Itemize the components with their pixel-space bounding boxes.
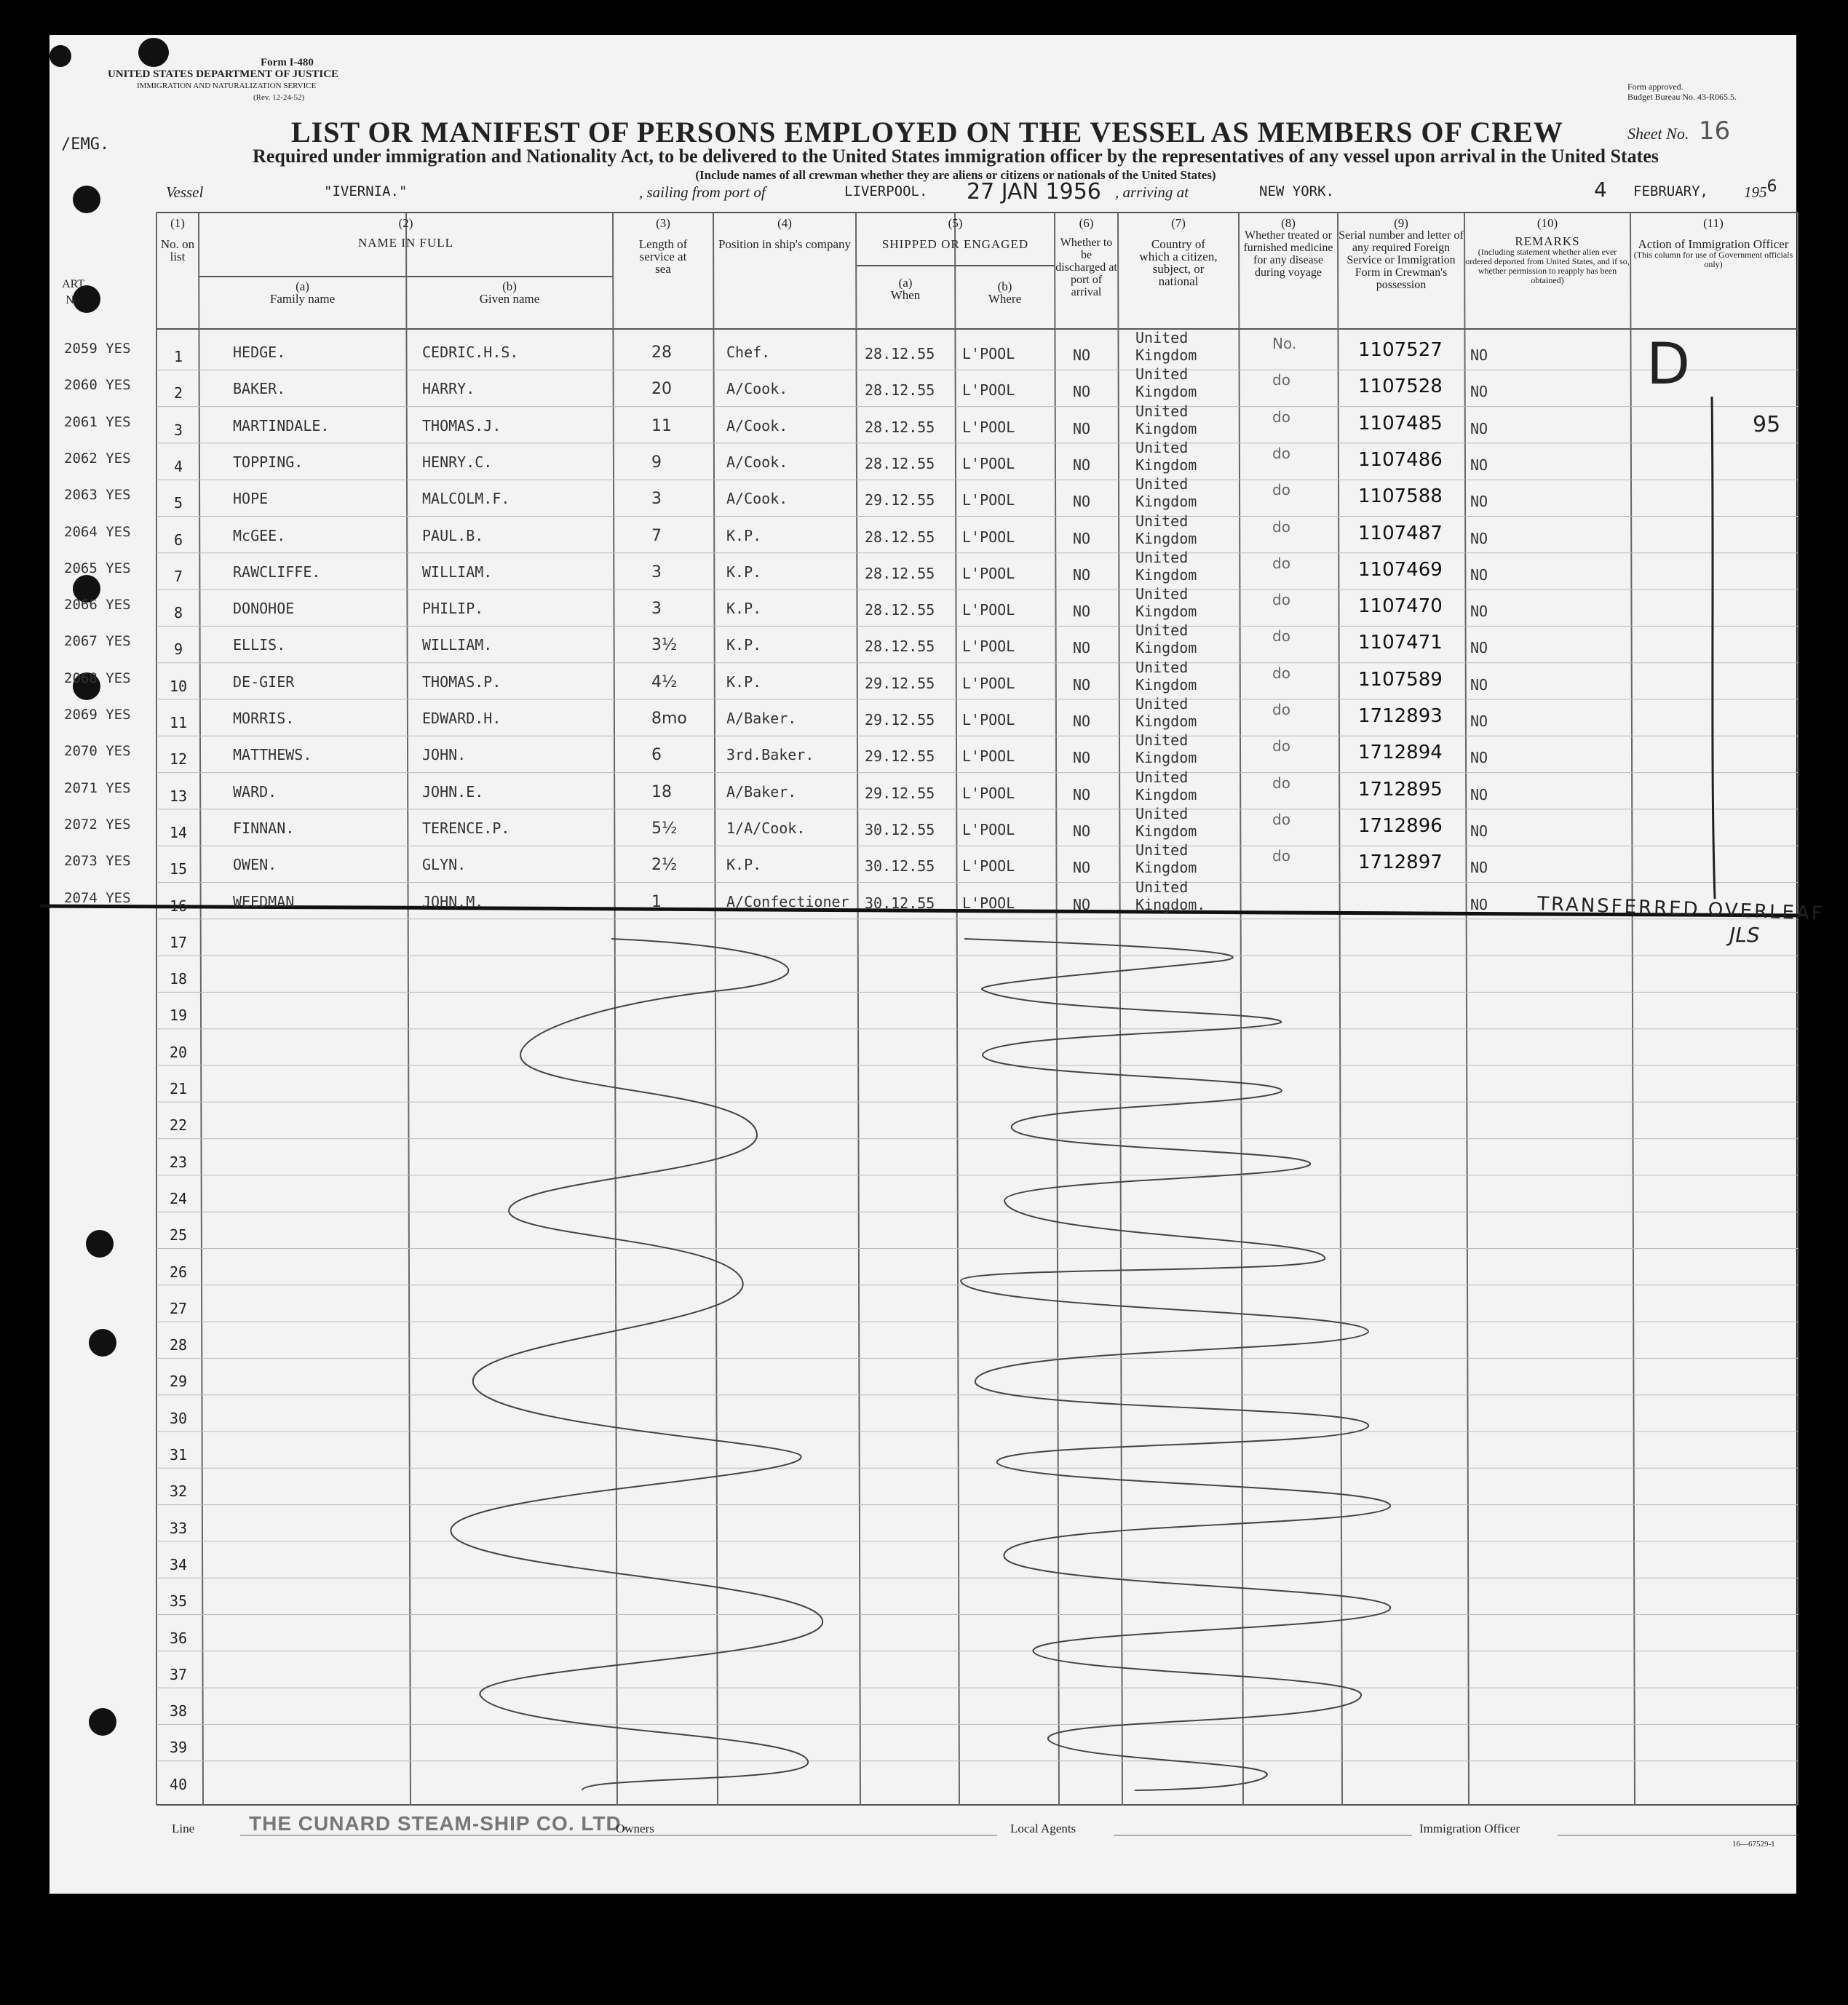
position: Chef. — [726, 344, 771, 361]
medicine: do — [1272, 517, 1290, 536]
service-length: 1 — [651, 892, 662, 911]
col10-header: (10) REMARKS (Including statement whether alien ever ordered deported from United States, and if so, whether permission to reapply has been obtained) — [1465, 216, 1630, 285]
country: United Kingdom — [1135, 329, 1197, 364]
budget-bureau: Budget Bureau No. 43-R065.5. — [1627, 92, 1737, 102]
remarks: NO — [1470, 859, 1488, 877]
medicine: do — [1272, 664, 1290, 682]
given-name: EDWARD.H. — [422, 710, 501, 727]
discharged: NO — [1073, 493, 1091, 511]
remarks: NO — [1470, 895, 1488, 913]
medicine: do — [1272, 847, 1290, 865]
row-number: 16 — [169, 897, 188, 915]
family-name: RAWCLIFFE. — [233, 563, 321, 581]
art-number: 2066 YES — [64, 597, 131, 614]
discharged: NO — [1073, 419, 1091, 437]
serial-number: 1712894 — [1358, 742, 1443, 764]
discharged: NO — [1073, 383, 1091, 401]
given-name: JOHN.E. — [422, 782, 484, 801]
position: A/Confectioner — [726, 892, 849, 910]
row-number: 35 — [169, 1592, 188, 1611]
family-name: MATTHEWS. — [233, 746, 312, 764]
country: United Kingdom — [1135, 585, 1197, 621]
serial-number: 1712897 — [1358, 851, 1443, 874]
subtitle-note: (Include names of all crewman whether they are aliens or citizens or nationals of the United States) — [695, 168, 1216, 182]
discharged: NO — [1073, 749, 1091, 767]
art-number: 2062 YES — [64, 450, 131, 466]
given-name: WILLIAM. — [422, 636, 493, 654]
row-number: 32 — [169, 1482, 188, 1501]
discharged: NO — [1073, 529, 1091, 547]
art-number: 2074 YES — [64, 889, 131, 906]
row-number: 5 — [173, 494, 183, 512]
shipped-where: L'POOL — [962, 528, 1015, 546]
serial-number: 1107589 — [1358, 668, 1443, 691]
position: K.P. — [726, 600, 762, 618]
medicine: do — [1272, 444, 1290, 462]
family-name: TOPPING. — [233, 453, 304, 471]
service-length: 2½ — [651, 856, 678, 875]
row-number: 37 — [169, 1665, 188, 1683]
shipped-where: L'POOL — [962, 894, 1015, 912]
art-number: 2070 YES — [64, 743, 131, 760]
sheet-value: 16 — [1698, 116, 1731, 146]
serial-number: 1107469 — [1358, 558, 1443, 581]
col6-header: (6) Whether to be discharged at port of arrival — [1055, 216, 1117, 298]
country: United Kingdom — [1135, 512, 1197, 547]
position: A/Cook. — [726, 416, 788, 434]
row-number: 19 — [169, 1007, 188, 1025]
shipped-when: 28.12.55 — [865, 528, 935, 546]
shipped-where: L'POOL — [962, 747, 1015, 766]
row-number: 24 — [169, 1189, 188, 1207]
discharged: NO — [1073, 712, 1091, 730]
row-number: 18 — [169, 970, 188, 988]
medicine: do — [1272, 591, 1290, 609]
row-number: 25 — [169, 1226, 188, 1244]
country: United Kingdom — [1135, 695, 1197, 730]
service-length: 3½ — [651, 636, 678, 655]
discharged: NO — [1073, 456, 1091, 474]
discharged: NO — [1073, 675, 1091, 694]
position: A/Cook. — [726, 490, 788, 508]
arrival-day: 4 — [1594, 178, 1607, 202]
art-number: 2072 YES — [64, 816, 131, 833]
position: A/Baker. — [726, 782, 797, 801]
service-length: 20 — [651, 380, 672, 399]
discharged: NO — [1073, 565, 1091, 584]
row-number: 39 — [169, 1739, 188, 1757]
col2-header: (2) NAME IN FULL — [358, 216, 453, 250]
position: K.P. — [726, 526, 762, 544]
officer-initials: JLS — [1729, 923, 1760, 947]
country: United Kingdom — [1135, 658, 1197, 694]
col11-header: (11) Action of Immigration Officer (This column for use of Government officials only) — [1633, 216, 1793, 269]
service-length: 3 — [651, 490, 662, 509]
art-number: 2069 YES — [64, 707, 131, 723]
serial-number: 1107487 — [1358, 522, 1443, 544]
position: K.P. — [726, 856, 762, 874]
company-stamp: THE CUNARD STEAM-SHIP CO. LTD. — [249, 1812, 628, 1835]
col5-header: (5) SHIPPED OR ENGAGED — [881, 216, 1029, 251]
remarks: NO — [1470, 785, 1488, 803]
arrival-month: FEBRUARY, — [1633, 183, 1708, 199]
sheet-label: Sheet No. — [1627, 124, 1689, 143]
year-suffix: 6 — [1766, 178, 1777, 196]
remarks: NO — [1470, 565, 1488, 584]
department: UNITED STATES DEPARTMENT OF JUSTICE — [108, 68, 339, 80]
row-number: 2 — [173, 384, 183, 402]
medicine: No. — [1272, 335, 1297, 352]
medicine: do — [1272, 481, 1290, 499]
shipped-when: 30.12.55 — [865, 894, 935, 912]
medicine: do — [1272, 554, 1290, 572]
arrival-port: NEW YORK. — [1259, 183, 1334, 199]
medicine: do — [1272, 408, 1290, 426]
country: United Kingdom — [1135, 475, 1197, 511]
given-name: HARRY. — [422, 380, 475, 398]
col5b-header: (b) Where — [988, 279, 1022, 306]
family-name: BAKER. — [233, 380, 286, 398]
medicine: do — [1272, 737, 1290, 755]
shipped-where: L'POOL — [962, 784, 1015, 802]
shipped-where: L'POOL — [962, 345, 1015, 362]
discharged: NO — [1073, 822, 1091, 840]
remarks: NO — [1470, 822, 1488, 840]
country: United Kingdom — [1135, 804, 1197, 840]
country: United Kingdom — [1135, 402, 1197, 437]
row-number: 27 — [169, 1299, 188, 1317]
transferred-overleaf-note: TRANSFERRED OVERLEAF — [1536, 893, 1825, 925]
shipped-where: L'POOL — [962, 381, 1015, 400]
col7-header: (7) Country of which a citizen, subject, or national — [1139, 216, 1218, 288]
count-annotation: 95 — [1753, 412, 1781, 437]
shipped-where: L'POOL — [962, 601, 1015, 619]
shipped-where: L'POOL — [962, 564, 1015, 582]
art-number: 2067 YES — [64, 633, 131, 650]
service-length: 3 — [651, 600, 662, 619]
shipped-where: L'POOL — [962, 820, 1015, 838]
emg-mark: /EMG. — [61, 135, 110, 154]
shipped-when: 28.12.55 — [865, 454, 935, 472]
art-number: 2060 YES — [64, 377, 131, 394]
shipped-when: 30.12.55 — [865, 820, 935, 838]
remarks: NO — [1470, 346, 1488, 364]
print-code: 16—67529-1 — [1732, 1840, 1775, 1849]
given-name: HENRY.C. — [422, 453, 493, 471]
shipped-when: 29.12.55 — [865, 711, 935, 728]
row-number: 14 — [169, 823, 188, 841]
row-number: 11 — [169, 714, 188, 731]
country: United Kingdom — [1135, 731, 1197, 767]
country: United Kingdom — [1135, 768, 1197, 803]
shipped-when: 28.12.55 — [865, 345, 935, 362]
discharged: NO — [1073, 895, 1091, 913]
serial-number: 1107470 — [1358, 595, 1443, 618]
date-stamp: 27 JAN 1956 — [967, 179, 1101, 205]
scribble-cancel-right — [961, 939, 1390, 1790]
discharged: NO — [1073, 859, 1091, 877]
given-name: TERENCE.P. — [422, 819, 510, 837]
art-number: 2071 YES — [64, 779, 131, 796]
row-number: 20 — [169, 1043, 188, 1061]
serial-number: 1712895 — [1358, 778, 1443, 801]
art-number: 2061 YES — [64, 413, 131, 430]
given-name: PHILIP. — [422, 600, 484, 618]
shipped-when: 30.12.55 — [865, 857, 935, 876]
family-name: DONOHOE — [233, 600, 295, 618]
position: A/Cook. — [726, 380, 788, 398]
shipped-when: 29.12.55 — [865, 747, 935, 766]
shipped-when: 28.12.55 — [865, 564, 935, 582]
service-length: 3 — [651, 563, 662, 581]
remarks: NO — [1470, 675, 1488, 694]
footer-immigration-officer: Immigration Officer — [1419, 1822, 1520, 1835]
art-number: 2065 YES — [64, 560, 131, 576]
family-name: OWEN. — [233, 856, 277, 874]
service-length: 5½ — [651, 819, 678, 838]
row-number: 33 — [169, 1519, 188, 1537]
row-number: 28 — [169, 1336, 188, 1354]
country: United Kingdom — [1135, 438, 1197, 474]
remarks: NO — [1470, 529, 1488, 547]
remarks: NO — [1470, 639, 1488, 657]
sailing-port: LIVERPOOL. — [844, 183, 928, 199]
revision: (Rev. 12-24-52) — [253, 93, 305, 102]
family-name: WARD. — [233, 782, 277, 801]
row-number: 3 — [173, 421, 183, 439]
country: United Kingdom — [1135, 365, 1197, 401]
remarks: NO — [1470, 603, 1488, 621]
row-number: 1 — [173, 348, 183, 365]
given-name: THOMAS.J. — [422, 416, 501, 434]
family-name: McGEE. — [233, 526, 286, 544]
col2a-header: (a) Family name — [269, 279, 336, 306]
officer-bracket-line — [1712, 397, 1715, 899]
shipped-when: 28.12.55 — [865, 601, 935, 619]
position: A/Baker. — [726, 710, 797, 727]
country: United Kingdom — [1135, 622, 1197, 657]
row-number: 8 — [173, 604, 183, 622]
given-name: JOHN.M. — [422, 892, 484, 910]
shipped-where: L'POOL — [962, 674, 1015, 692]
service-length: 4½ — [651, 672, 678, 691]
shipped-where: L'POOL — [962, 711, 1015, 728]
footer-line-label: Line — [172, 1822, 195, 1835]
row-number: 31 — [169, 1446, 188, 1464]
country: United Kingdom — [1135, 548, 1197, 584]
family-name: DE-GIER — [233, 672, 295, 691]
service-length: 18 — [651, 782, 672, 801]
shipped-when: 28.12.55 — [865, 381, 935, 400]
country: United Kingdom. — [1135, 878, 1206, 913]
shipped-where: L'POOL — [962, 857, 1015, 876]
form-number: Form I-480 — [261, 57, 314, 68]
page-title: LIST OR MANIFEST OF PERSONS EMPLOYED ON THE VESSEL AS MEMBERS OF CREW — [291, 116, 1563, 148]
row-number: 29 — [169, 1373, 188, 1391]
given-name: PAUL.B. — [422, 526, 484, 544]
col2b-header: (b) Given name — [479, 279, 540, 306]
col8-header: (8) Whether treated or furnished medicine for any disease during voyage — [1243, 216, 1333, 279]
art-number: 2068 YES — [64, 670, 131, 686]
art-number: 2064 YES — [64, 523, 131, 540]
row-number: 10 — [169, 677, 188, 695]
medicine: do — [1272, 627, 1290, 646]
discharged: NO — [1073, 346, 1091, 364]
scribble-cancel-left — [451, 939, 822, 1790]
service-length: 7 — [651, 526, 662, 545]
given-name: GLYN. — [422, 856, 467, 874]
discharged: NO — [1073, 785, 1091, 803]
vessel-label: Vessel — [166, 183, 204, 201]
position: K.P. — [726, 563, 762, 581]
row-number: 40 — [169, 1775, 188, 1793]
art-number: 2059 YES — [64, 341, 131, 357]
shipped-where: L'POOL — [962, 418, 1015, 436]
service-length: 9 — [651, 453, 662, 472]
col4-header: (4) Position in ship's company — [718, 216, 852, 251]
row-number: 38 — [169, 1702, 188, 1720]
art-number: 2063 YES — [64, 487, 131, 504]
col1-header: (1) No. on list — [160, 216, 195, 263]
remarks: NO — [1470, 493, 1488, 511]
service-length: 28 — [651, 344, 672, 362]
shipped-where: L'POOL — [962, 491, 1015, 509]
discharged: NO — [1073, 603, 1091, 621]
row-number: 34 — [169, 1555, 188, 1573]
family-name: MARTINDALE. — [233, 416, 330, 434]
row-number: 9 — [173, 640, 183, 659]
approval: Form approved. — [1627, 82, 1684, 92]
given-name: THOMAS.P. — [422, 672, 501, 691]
row-number: 12 — [169, 750, 188, 769]
given-name: JOHN. — [422, 746, 467, 764]
row-number: 4 — [173, 457, 183, 475]
discharged: NO — [1073, 639, 1091, 657]
year-prefix: 195 — [1744, 183, 1767, 201]
shipped-when: 29.12.55 — [865, 491, 935, 509]
serial-number: 1107588 — [1358, 485, 1443, 508]
serial-number: 1107471 — [1358, 632, 1443, 654]
medicine: do — [1272, 810, 1290, 828]
row-number: 30 — [169, 1409, 188, 1427]
arriving-label: , arriving at — [1115, 183, 1189, 201]
serial-number: 1107527 — [1358, 339, 1443, 361]
shipped-when: 28.12.55 — [865, 638, 935, 656]
col9-header: (9) Serial number and letter of any required Foreign Service or Immigration Form in Crewman's possession — [1339, 216, 1464, 291]
shipped-when: 28.12.55 — [865, 418, 935, 436]
service-length: 11 — [651, 416, 672, 435]
family-name: FINNAN. — [233, 819, 295, 837]
footer-local-agents: Local Agents — [1010, 1822, 1076, 1835]
col3-header: (3) Length of service at sea — [638, 216, 688, 276]
medicine: do — [1272, 774, 1290, 792]
medicine: do — [1272, 701, 1290, 718]
remarks: NO — [1470, 456, 1488, 474]
serial-number: 1107486 — [1358, 448, 1443, 471]
subtitle: Required under immigration and Nationality Act, to be delivered to the United States immigration officer by the representatives of any vessel upon arrival in the United States — [253, 146, 1659, 167]
footer-owners: Owners — [616, 1822, 654, 1835]
shipped-where: L'POOL — [962, 638, 1015, 656]
vessel-name: "IVERNIA." — [324, 183, 408, 199]
row-number: 23 — [169, 1153, 188, 1171]
family-name: ELLIS. — [233, 636, 286, 654]
serial-number: 1107528 — [1358, 376, 1443, 398]
remarks: NO — [1470, 712, 1488, 730]
row-number: 13 — [169, 787, 188, 805]
row-number: 26 — [169, 1263, 188, 1281]
col5a-header: (a) When — [890, 276, 921, 302]
given-name: WILLIAM. — [422, 563, 493, 581]
row-number: 6 — [173, 531, 183, 549]
row-number: 36 — [169, 1629, 188, 1647]
position: 3rd.Baker. — [726, 746, 814, 764]
art-label: ART. No. — [62, 278, 87, 306]
given-name: MALCOLM.F. — [422, 490, 510, 508]
remarks: NO — [1470, 419, 1488, 437]
shipped-when: 29.12.55 — [865, 674, 935, 692]
family-name: HOPE — [233, 490, 269, 508]
service-length: 8mo — [651, 710, 687, 728]
sailing-label: , sailing from port of — [639, 183, 766, 201]
family-name: HEDGE. — [233, 344, 286, 361]
country: United Kingdom — [1135, 841, 1197, 877]
family-name: WEEDMAN — [233, 892, 295, 910]
row-number: 22 — [169, 1116, 188, 1135]
row-number: 15 — [169, 860, 188, 878]
service-length: 6 — [651, 746, 662, 765]
position: K.P. — [726, 672, 762, 691]
row-number: 21 — [169, 1080, 188, 1097]
art-number: 2073 YES — [64, 853, 131, 870]
remarks: NO — [1470, 749, 1488, 767]
medicine: do — [1272, 371, 1290, 389]
serial-number: 1712893 — [1358, 705, 1443, 727]
position: K.P. — [726, 636, 762, 654]
position: 1/A/Cook. — [726, 819, 806, 837]
shipped-when: 29.12.55 — [865, 784, 935, 802]
given-name: CEDRIC.H.S. — [422, 344, 519, 361]
row-number: 7 — [173, 567, 183, 585]
serial-number: 1712896 — [1358, 814, 1443, 837]
remarks: NO — [1470, 383, 1488, 401]
position: A/Cook. — [726, 453, 788, 471]
row-number: 17 — [169, 933, 188, 951]
officer-mark: D — [1646, 332, 1691, 397]
serial-number: 1107485 — [1358, 412, 1443, 434]
service: IMMIGRATION AND NATURALIZATION SERVICE — [137, 82, 317, 90]
shipped-where: L'POOL — [962, 454, 1015, 472]
family-name: MORRIS. — [233, 710, 295, 727]
